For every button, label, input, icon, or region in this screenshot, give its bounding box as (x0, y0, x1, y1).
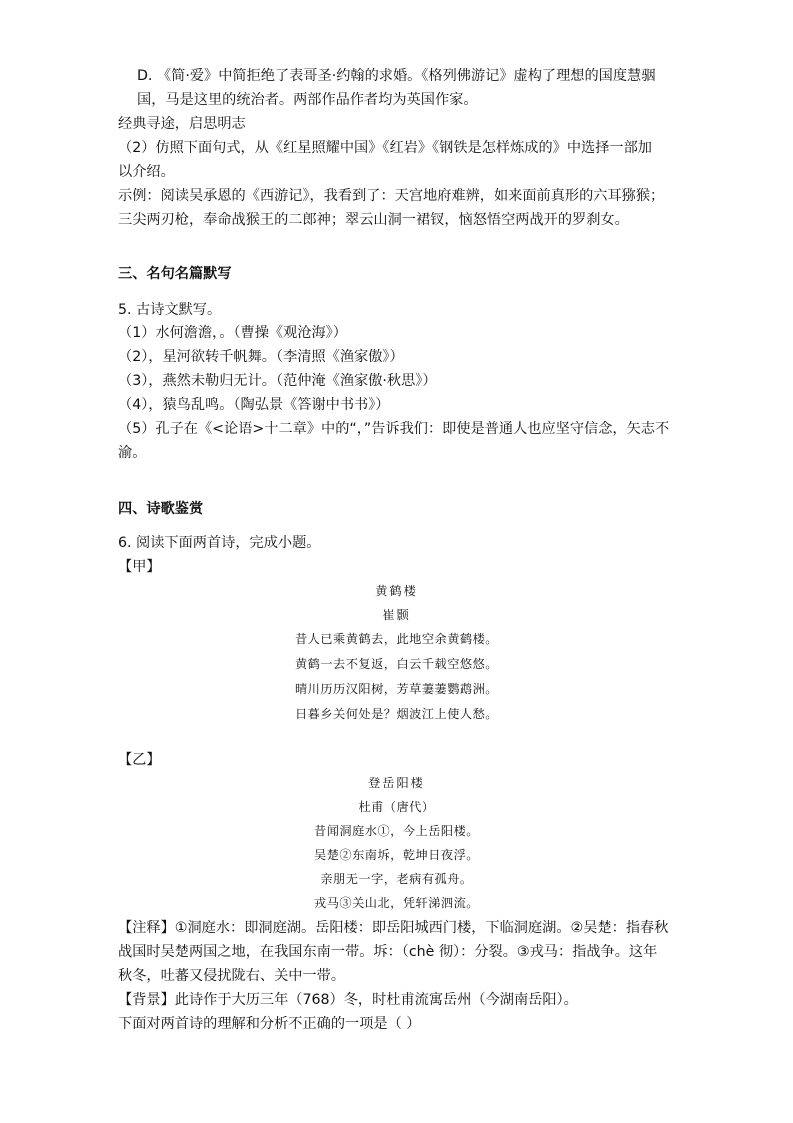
recite-item-5-line-2: 渝。 (118, 445, 147, 461)
section-3-heading: 三、名句名篇默写 (118, 266, 232, 282)
poem-a-line-2: 黄鹤一去不复返，白云千载空悠悠。 (295, 657, 498, 671)
example-line-1: 示例：阅读吴承恩的《西游记》，我看到了：天宫地府难辨，如来面前真形的六耳猕猴； (118, 188, 665, 204)
recite-item-3: （3），燕然未勒归无计。（范仲淹《渔家傲·秋思》） (118, 373, 437, 389)
poem-b-line-1: 昔闻洞庭水①，今上岳阳楼。 (314, 824, 479, 838)
question-6: 6. 阅读下面两首诗，完成小题。 (118, 535, 321, 551)
option-d-line-2: 国，马是这里的统治者。两部作品作者均为英国作家。 (137, 92, 478, 108)
recite-item-1: （1）水何澹澹，。（曹操《观沧海》） (118, 325, 347, 341)
recite-item-4: （4），猿鸟乱鸣。（陶弘景《答谢中书书》） (118, 397, 390, 413)
poem-b-author: 杜甫（唐代） (358, 800, 435, 814)
question-5: 5. 古诗文默写。 (118, 302, 222, 318)
poem-a-line-4: 日暮乡关何处是？烟波江上使人愁。 (295, 707, 498, 721)
poem-b-line-4: 戎马③关山北，凭轩涕泗流。 (314, 896, 479, 910)
section-4-heading: 四、诗歌鉴赏 (118, 501, 204, 517)
question-2-line-2: 以介绍。 (118, 164, 175, 180)
poem-b-title: 登岳阳楼 (368, 776, 425, 790)
notes-line-3: 秋冬，吐蕃又侵扰陇右、关中一带。 (118, 968, 346, 984)
question-stem: 下面对两首诗的理解和分析不正确的一项是（ ） (118, 1016, 421, 1032)
example-line-2: 三尖两刃枪，奉命战猴王的二郎神；翠云山洞一裙钗，恼怒悟空两战开的罗刹女。 (118, 212, 629, 228)
option-d-line-1: D. 《简·爱》中简拒绝了表哥圣·约翰的求婚。《格列佛游记》虚构了理想的国度慧骃 (137, 68, 656, 84)
notes-line-2: 战国时吴楚两国之地，在我国东南一带。坼：（chè 彻）：分裂。③戎马：指战争。这年 (118, 944, 658, 960)
poem-a-title: 黄鹤楼 (375, 584, 418, 598)
background-note: 【背景】此诗作于大历三年（768）冬，时杜甫流寓岳州（今湖南岳阳）。 (118, 992, 578, 1008)
poem-b-line-2: 吴楚②东南坼，乾坤日夜浮。 (314, 848, 479, 862)
recite-item-5-line-1: （5）孔子在《<论语>十二章》中的“，”告诉我们：即使是普通人也应坚守信念，矢志不 (118, 421, 670, 437)
poem-a-line-1: 昔人已乘黄鹤去，此地空余黄鹤楼。 (295, 632, 498, 646)
poem-a-marker: 【甲】 (118, 559, 161, 575)
question-2-line-1: （2）仿照下面句式，从《红星照耀中国》《红岩》《钢铁是怎样炼成的》中选择一部加 (118, 140, 652, 156)
poem-a-line-3: 晴川历历汉阳树，芳草萋萋鹦鹉洲。 (295, 682, 498, 696)
recite-item-2: （2），星河欲转千帆舞。（李清照《渔家傲》） (118, 349, 404, 365)
poem-b-line-3: 亲朋无一字，老病有孤舟。 (320, 872, 473, 886)
poem-a-author: 崔颢 (382, 608, 411, 622)
poem-b-marker: 【乙】 (118, 752, 161, 768)
notes-line-1: 【注释】①洞庭水：即洞庭湖。岳阳楼：即岳阳城西门楼，下临洞庭湖。②吴楚：指春秋 (118, 920, 669, 936)
classic-heading: 经典寻途，启思明志 (118, 116, 246, 132)
